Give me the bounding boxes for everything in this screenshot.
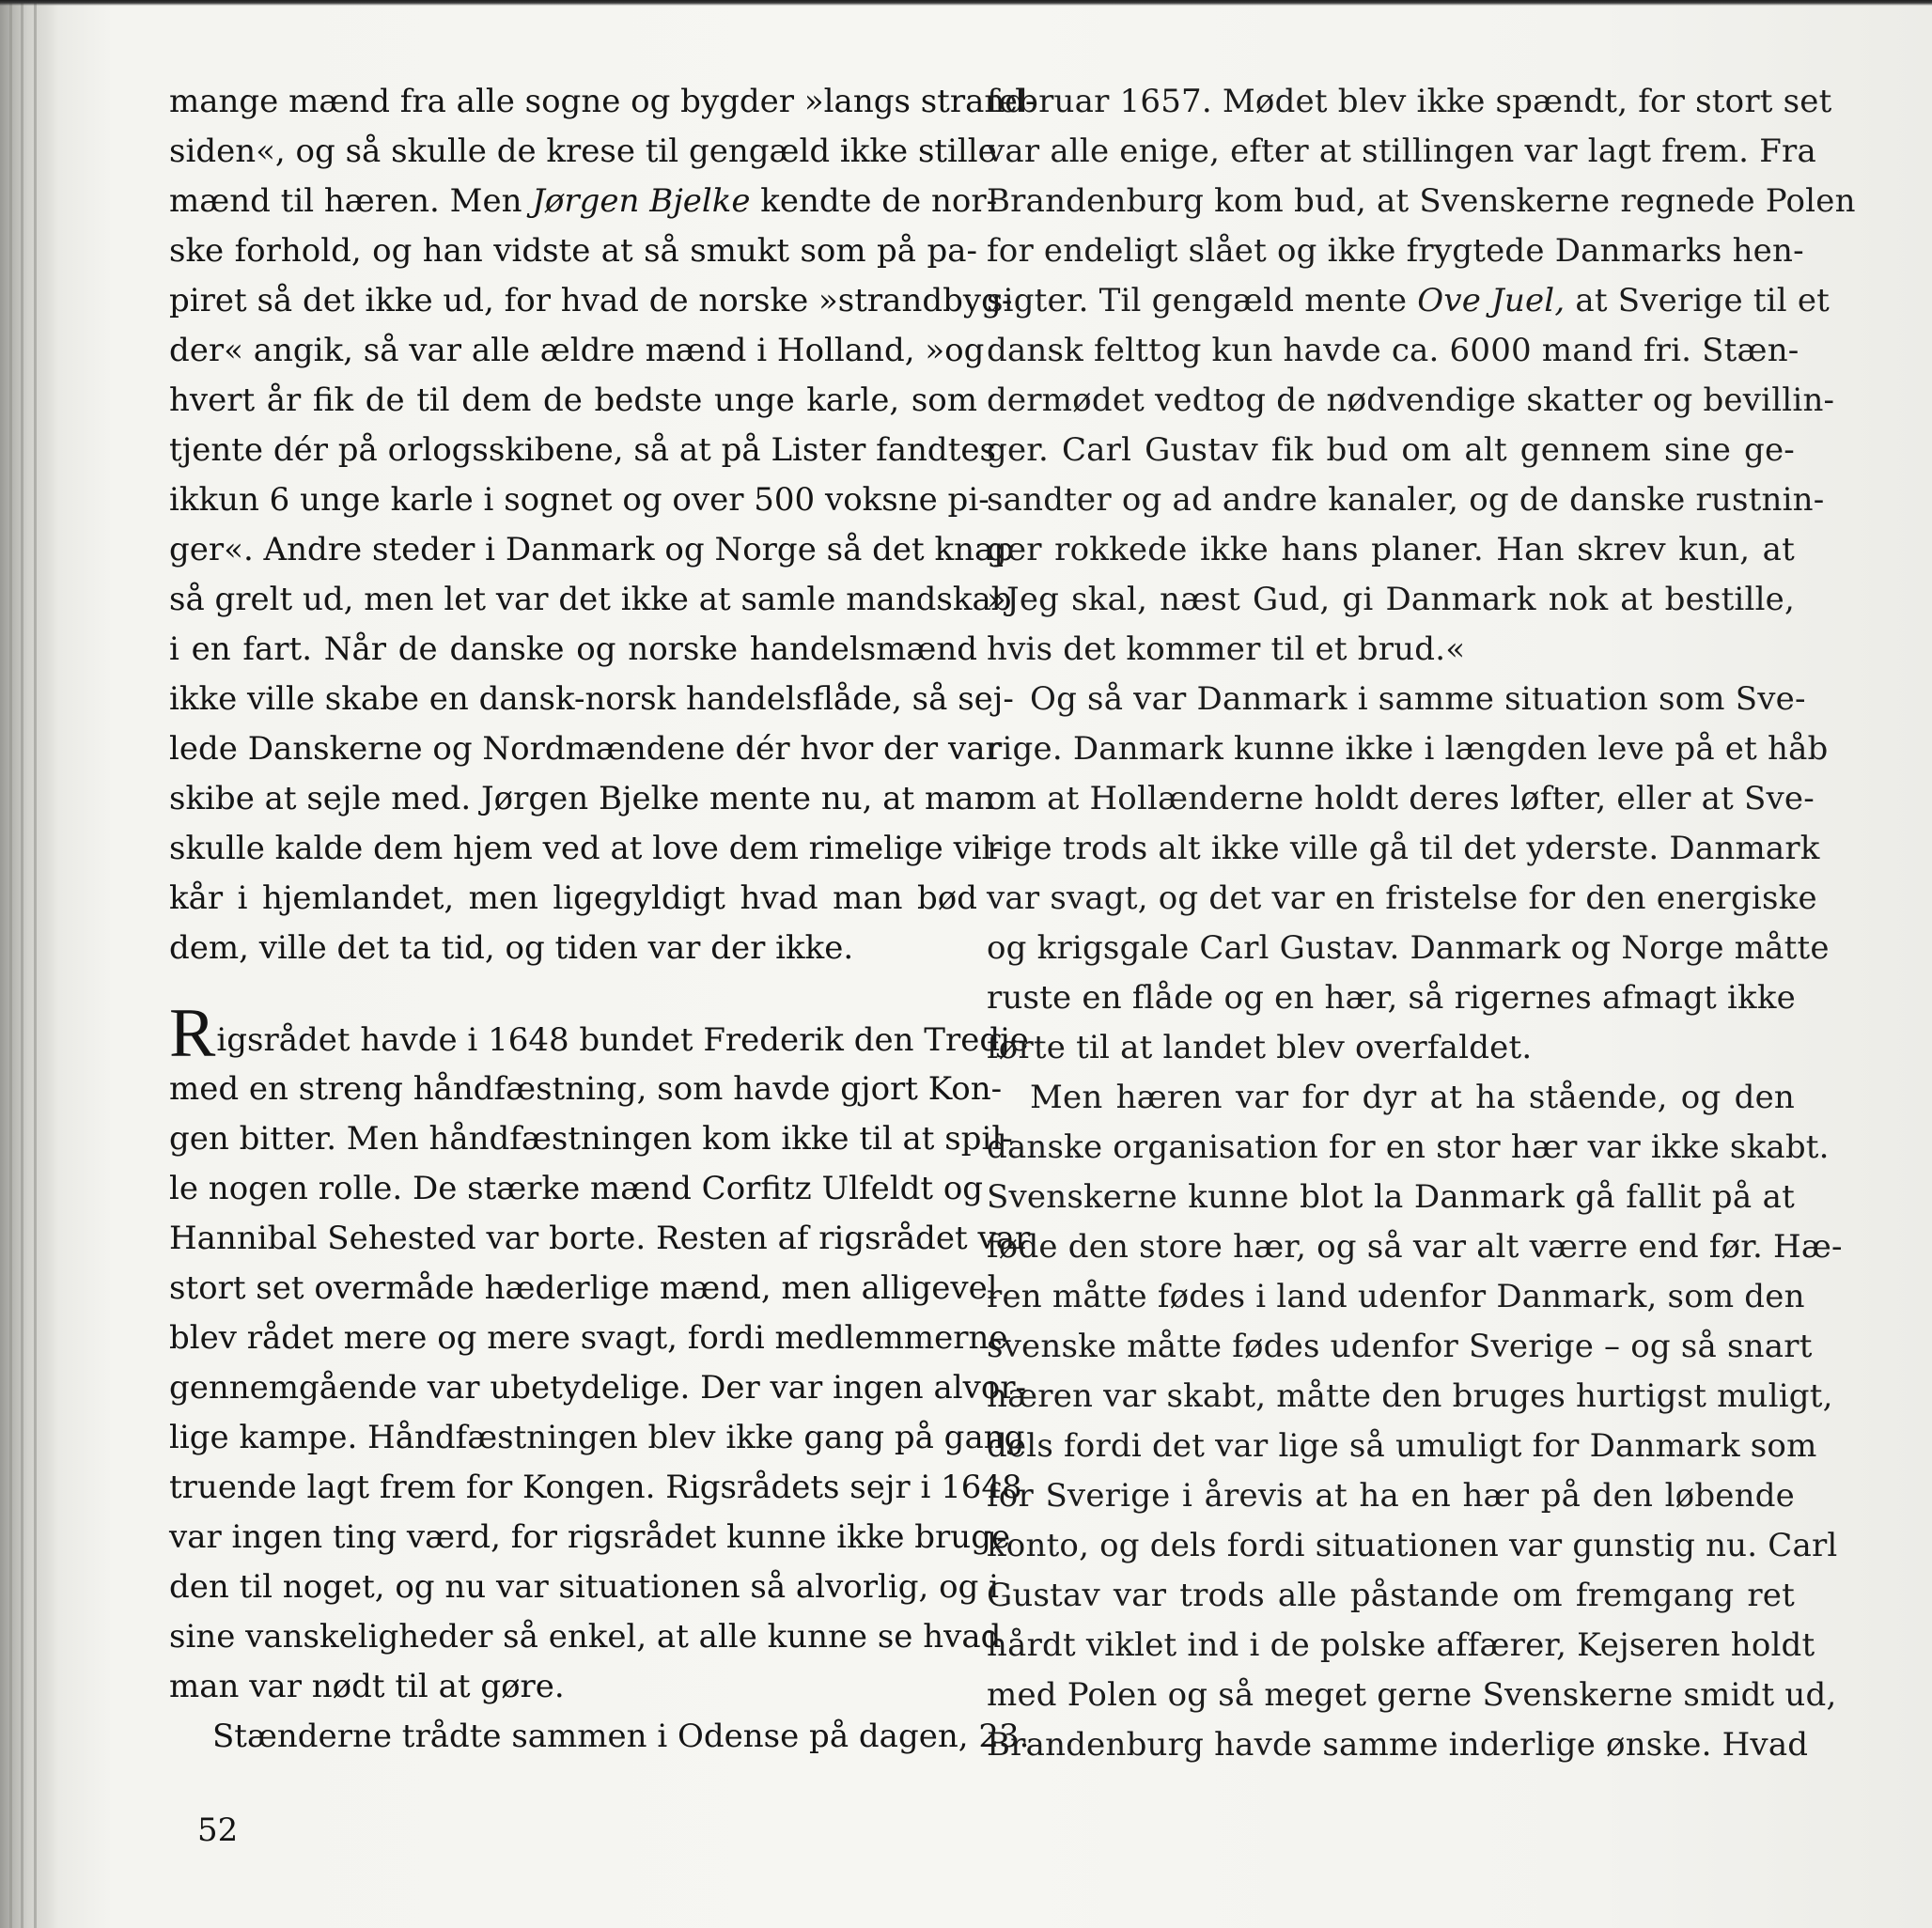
text-run: ren måtte fødes i land udenfor Danmark, som den xyxy=(987,1278,1805,1315)
text-run: ruste en flåde og en hær, så rigernes afmagt ikke xyxy=(987,979,1796,1017)
text-run: Brandenburg kom bud, at Svenskerne regnede Polen xyxy=(987,182,1856,220)
text-line xyxy=(987,326,1800,376)
text-run: Og så var Danmark i samme situation som Sve- xyxy=(1030,680,1806,718)
text-run: blev rådet mere og mere svagt, fordi medlemmerne xyxy=(169,1319,1008,1357)
text-line xyxy=(987,376,1835,426)
text-run: der« angik, så var alle ældre mænd i Holland, »og xyxy=(169,332,985,369)
text-line xyxy=(987,625,1795,675)
text-line xyxy=(169,774,995,824)
text-line xyxy=(987,924,1830,973)
text-line xyxy=(987,824,1820,874)
text-run: dels fordi det var lige så umuligt for Danmark som xyxy=(987,1427,1817,1465)
text-run: Men hæren var for dyr at ha stående, og den xyxy=(1030,1079,1795,1116)
text-line xyxy=(169,77,1036,127)
text-run: hårdt viklet ind i de polske affærer, Kejseren holdt xyxy=(987,1626,1815,1664)
text-run: hvis det kommer til et brud.« xyxy=(987,630,1466,668)
text-run: var svagt, og det var en fristelse for den energiske xyxy=(987,879,1817,917)
text-run: ger rokkede ikke hans planer. Han skrev kun, at xyxy=(987,531,1795,568)
page-number: 52 xyxy=(197,1811,239,1849)
text-line xyxy=(169,1314,1008,1363)
text-line xyxy=(169,1264,998,1314)
text-line xyxy=(987,1720,1809,1770)
text-run: lige kampe. Håndfæstningen blev ikke gang på gang xyxy=(169,1419,1025,1456)
text-line xyxy=(987,1621,1815,1671)
text-line xyxy=(987,127,1816,177)
text-line xyxy=(987,475,1825,525)
text-run: konto, og dels fordi situationen var gunstig nu. Carl xyxy=(987,1527,1838,1564)
text-run: ske forhold, og han vidste at så smukt som på pa- xyxy=(169,232,977,270)
page-top-edge xyxy=(0,0,1932,6)
text-run: danske organisation for en stor hær var ikke skabt. xyxy=(987,1128,1830,1166)
text-run: med Polen og så meget gerne Svenskerne smidt ud, xyxy=(987,1676,1837,1714)
gutter-line xyxy=(21,0,23,1928)
text-run: for endeligt slået og ikke frygtede Danmarks hen- xyxy=(987,232,1804,270)
text-line xyxy=(169,525,1015,575)
text-run: var ingen ting værd, for rigsrådet kunne ikke bruge xyxy=(169,1518,1011,1556)
text-run: Hannibal Sehested var borte. Resten af rigsrådet var xyxy=(169,1220,1031,1257)
text-line xyxy=(987,1073,1795,1123)
text-line xyxy=(987,1023,1795,1073)
text-line xyxy=(987,724,1829,774)
text-line xyxy=(169,575,1012,625)
text-line xyxy=(987,1571,1795,1621)
text-line xyxy=(987,276,1830,326)
italic-name: Ove Juel, xyxy=(1417,282,1566,319)
text-line xyxy=(169,824,1004,874)
text-run: den til noget, og nu var situationen så alvorlig, og i xyxy=(169,1568,1000,1606)
text-run: Svenskerne kunne blot la Danmark gå fallit på at xyxy=(987,1178,1795,1216)
text-line xyxy=(987,1671,1837,1720)
text-run: sigter. Til gengæld mente xyxy=(987,282,1418,319)
text-run: mænd til hæren. Men xyxy=(169,182,533,220)
text-run: svenske måtte fødes udenfor Sverige – og så snart xyxy=(987,1328,1813,1365)
text-run: førte til at landet blev overfaldet. xyxy=(987,1029,1533,1066)
text-run: februar 1657. Mødet blev ikke spændt, for stort set xyxy=(987,83,1832,120)
text-line xyxy=(169,1065,1003,1114)
text-run: gen bitter. Men håndfæstningen kom ikke til at spil- xyxy=(169,1120,1013,1158)
text-run: skulle kalde dem hjem ved at love dem rimelige vil- xyxy=(169,830,1004,867)
text-line xyxy=(169,675,1014,724)
text-line xyxy=(169,276,1013,326)
text-run: at Sverige til et xyxy=(1565,282,1830,319)
italic-name: Jørgen Bjelke xyxy=(532,182,751,220)
text-run: lede Danskerne og Nordmændene dér hvor der var xyxy=(169,730,1001,768)
text-run: hæren var skabt, måtte den bruges hurtigst muligt, xyxy=(987,1377,1833,1415)
text-run: »Jeg skal, næst Gud, gi Danmark nok at bestille, xyxy=(987,581,1795,618)
text-line xyxy=(169,1214,1031,1264)
text-line xyxy=(987,1173,1795,1222)
text-run: Stænderne trådte sammen i Odense på dagen, 23. xyxy=(212,1718,1030,1755)
text-run: skibe at sejle med. Jørgen Bjelke mente nu, at man xyxy=(169,780,995,817)
text-line xyxy=(169,874,977,924)
text-run: gennemgående var ubetydelige. Der var ingen alvor- xyxy=(169,1369,1027,1407)
text-line xyxy=(987,575,1795,625)
text-line xyxy=(169,1413,1025,1463)
text-line xyxy=(169,1164,984,1214)
text-line xyxy=(169,625,977,675)
gutter-line xyxy=(34,0,37,1928)
text-run: ikkun 6 unge karle i sognet og over 500 voksne pi- xyxy=(169,481,989,519)
text-line xyxy=(987,1123,1830,1173)
text-run: Brandenburg havde samme inderlige ønske. Hvad xyxy=(987,1726,1809,1764)
text-line xyxy=(987,177,1856,226)
text-run: var alle enige, efter at stillingen var lagt frem. Fra xyxy=(987,132,1816,170)
text-run: sine vanskeligheder så enkel, at alle kunne se hvad xyxy=(169,1618,1002,1656)
text-run: om at Hollænderne holdt deres løfter, eller at Sve- xyxy=(987,780,1815,817)
text-run: tjente dér på orlogsskibene, så at på Lister fandtes xyxy=(169,431,996,469)
text-run: føde den store hær, og så var alt værre end før. Hæ- xyxy=(987,1228,1843,1266)
text-line xyxy=(169,226,977,276)
text-run: kår i hjemlandet, men ligegyldigt hvad man bød xyxy=(169,879,977,917)
text-line xyxy=(169,326,985,376)
text-line xyxy=(987,973,1795,1023)
gutter-line xyxy=(9,0,12,1928)
text-run: igsrådet havde i 1648 bundet Frederik den Tredje xyxy=(216,1021,1029,1059)
text-line xyxy=(987,426,1795,475)
text-run: sandter og ad andre kanaler, og de danske rustnin- xyxy=(987,481,1825,519)
text-run: rige. Danmark kunne ikke i længden leve på et håb xyxy=(987,730,1829,768)
text-run: så grelt ud, men let var det ikke at samle mandskab xyxy=(169,581,1012,618)
text-line xyxy=(169,924,977,973)
text-run: for Sverige i årevis at ha en hær på den løbende xyxy=(987,1477,1795,1515)
text-run: le nogen rolle. De stærke mænd Corfitz Ulfeldt og xyxy=(169,1170,984,1207)
text-line xyxy=(987,1222,1843,1272)
text-line xyxy=(987,525,1795,575)
text-line xyxy=(169,724,1001,774)
text-line xyxy=(169,1463,1022,1513)
text-line xyxy=(987,874,1817,924)
text-run: dem, ville det ta tid, og tiden var der ikke. xyxy=(169,929,854,967)
text-run: dermødet vedtog de nødvendige skatter og bevillin- xyxy=(987,381,1835,419)
left-text-column xyxy=(169,77,1036,1762)
text-run: piret så det ikke ud, for hvad de norske »strandbyg- xyxy=(169,282,1013,319)
text-line xyxy=(169,1363,1027,1413)
text-line xyxy=(169,475,989,525)
text-run: ikke ville skabe en dansk-norsk handelsflåde, så sej- xyxy=(169,680,1014,718)
right-text-column xyxy=(987,77,1856,1770)
text-line xyxy=(987,1521,1838,1571)
text-run: rige trods alt ikke ville gå til det yderste. Danmark xyxy=(987,830,1820,867)
text-line xyxy=(169,376,977,426)
text-line xyxy=(987,77,1832,127)
text-line xyxy=(987,226,1804,276)
text-run: man var nødt til at gøre. xyxy=(169,1668,565,1705)
text-line xyxy=(987,1422,1817,1471)
text-run: hvert år fik de til dem de bedste unge karle, som xyxy=(169,381,977,419)
text-line xyxy=(987,1471,1795,1521)
text-line xyxy=(169,177,998,226)
text-run: ger«. Andre steder i Danmark og Norge så det knap xyxy=(169,531,1015,568)
text-line xyxy=(169,426,996,475)
text-run: kendte de nor- xyxy=(750,182,998,220)
text-run: og krigsgale Carl Gustav. Danmark og Norge måtte xyxy=(987,929,1830,967)
text-line xyxy=(169,995,1029,1072)
drop-cap: R xyxy=(169,995,216,1072)
text-line xyxy=(169,127,997,177)
text-run: med en streng håndfæstning, som havde gjort Kon- xyxy=(169,1070,1003,1108)
text-line xyxy=(987,1322,1813,1372)
text-run: mange mænd fra alle sogne og bygder »langs strand- xyxy=(169,83,1036,120)
text-run: dansk felttog kun havde ca. 6000 mand fri. Stæn- xyxy=(987,332,1800,369)
text-run: stort set overmåde hæderlige mænd, men alligevel xyxy=(169,1269,998,1307)
text-line xyxy=(987,774,1815,824)
text-line xyxy=(987,1372,1833,1422)
text-line xyxy=(987,675,1806,724)
text-run: ger. Carl Gustav fik bud om alt gennem sine ge- xyxy=(987,431,1795,469)
text-line xyxy=(987,1272,1805,1322)
text-run: i en fart. Når de danske og norske handelsmænd xyxy=(169,630,977,668)
text-line xyxy=(169,1712,1030,1762)
text-run: siden«, og så skulle de krese til gengæld ikke stille xyxy=(169,132,997,170)
text-line xyxy=(169,1612,1002,1662)
section-gap xyxy=(169,973,977,1015)
text-run: truende lagt frem for Kongen. Rigsrådets sejr i 1648 xyxy=(169,1469,1022,1506)
text-line xyxy=(169,1563,1000,1612)
text-line xyxy=(169,1513,1011,1563)
text-line xyxy=(169,1662,977,1712)
text-run: Gustav var trods alle påstande om fremgang ret xyxy=(987,1577,1795,1614)
text-line xyxy=(169,1114,1013,1164)
